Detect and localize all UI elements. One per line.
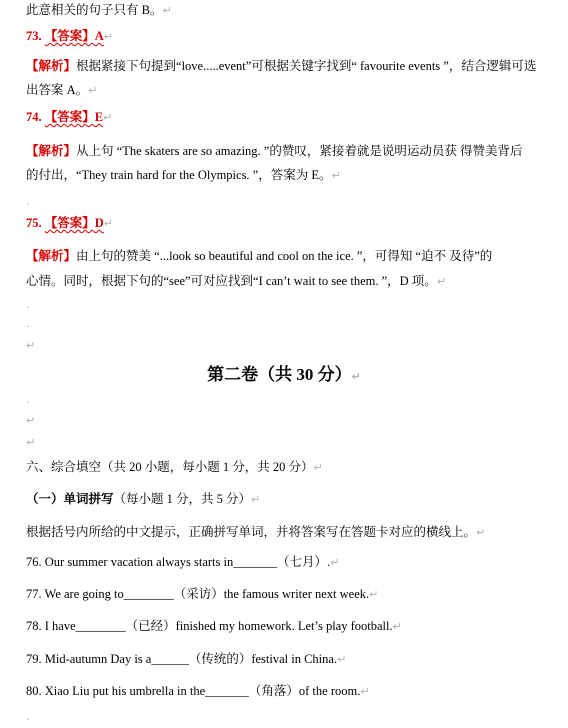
q75-explanation-line2: 心情。同时，根据下句的“see”可对应找到“I can’t wait to see them. ”，D 项。↵ — [26, 274, 447, 288]
blank-line-1: · — [26, 198, 30, 211]
prev-answer-ending: 此意相关的句子只有 B。↵ — [26, 3, 172, 17]
blank-line-4: ↵ — [26, 339, 36, 352]
item-76: 76. Our summer vacation always starts in_______（七月）.↵ — [26, 555, 340, 569]
spelling-subheading: （一）单词拼写（每小题 1 分，共 5 分）↵ — [26, 492, 261, 506]
q75-answer: 75. 【答案】D↵ — [26, 216, 113, 230]
spelling-instruction: 根据括号内所给的中文提示，正确拼写单词，并将答案写在答题卡对应的横线上。↵ — [26, 525, 486, 539]
blank-line-2: · — [26, 301, 30, 314]
q74-explanation-line2: 的付出，“They train hard for the Olympics. ”，答案为 E。↵ — [26, 168, 341, 182]
blank-line-3: · — [26, 320, 30, 333]
q74-answer: 74. 【答案】E↵ — [26, 110, 113, 124]
section6-heading: 六、综合填空（共 20 小题，每小题 1 分，共 20 分）↵ — [26, 460, 323, 474]
item-78: 78. I have________（已经）finished my homework. Let’s play football.↵ — [26, 619, 402, 633]
q74-explanation-line1: 【解析】从上句 “The skaters are so amazing. ”的赞叹，紧接着就是说明运动员获 得赞美背后 — [26, 144, 523, 158]
section-title: 第二卷（共 30 分）↵ — [207, 365, 361, 384]
item-77: 77. We are going to________（采访）the famous writer next week.↵ — [26, 587, 379, 601]
blank-line-6: ↵ — [26, 414, 36, 427]
q75-explanation-line1: 【解析】由上句的赞美 “...look so beautiful and cool on the ice. ”，可得知 “迫不 及待”的 — [26, 249, 493, 263]
item-80: 80. Xiao Liu put his umbrella in the_______（角落）of the room.↵ — [26, 684, 370, 698]
q73-explanation-line1: 【解析】根据紧接下句提到“love.....event”可根据关键字找到“ favourite events ”，结合逻辑可选 — [26, 59, 537, 73]
q73-explanation-line2: 出答案 A。↵ — [26, 83, 98, 97]
blank-line-7: ↵ — [26, 436, 36, 449]
blank-line-5: · — [26, 396, 30, 409]
blank-line-8: · — [26, 713, 30, 726]
q73-answer: 73. 【答案】A↵ — [26, 29, 113, 43]
item-79: 79. Mid-autumn Day is a______（传统的）festival in China.↵ — [26, 652, 347, 666]
